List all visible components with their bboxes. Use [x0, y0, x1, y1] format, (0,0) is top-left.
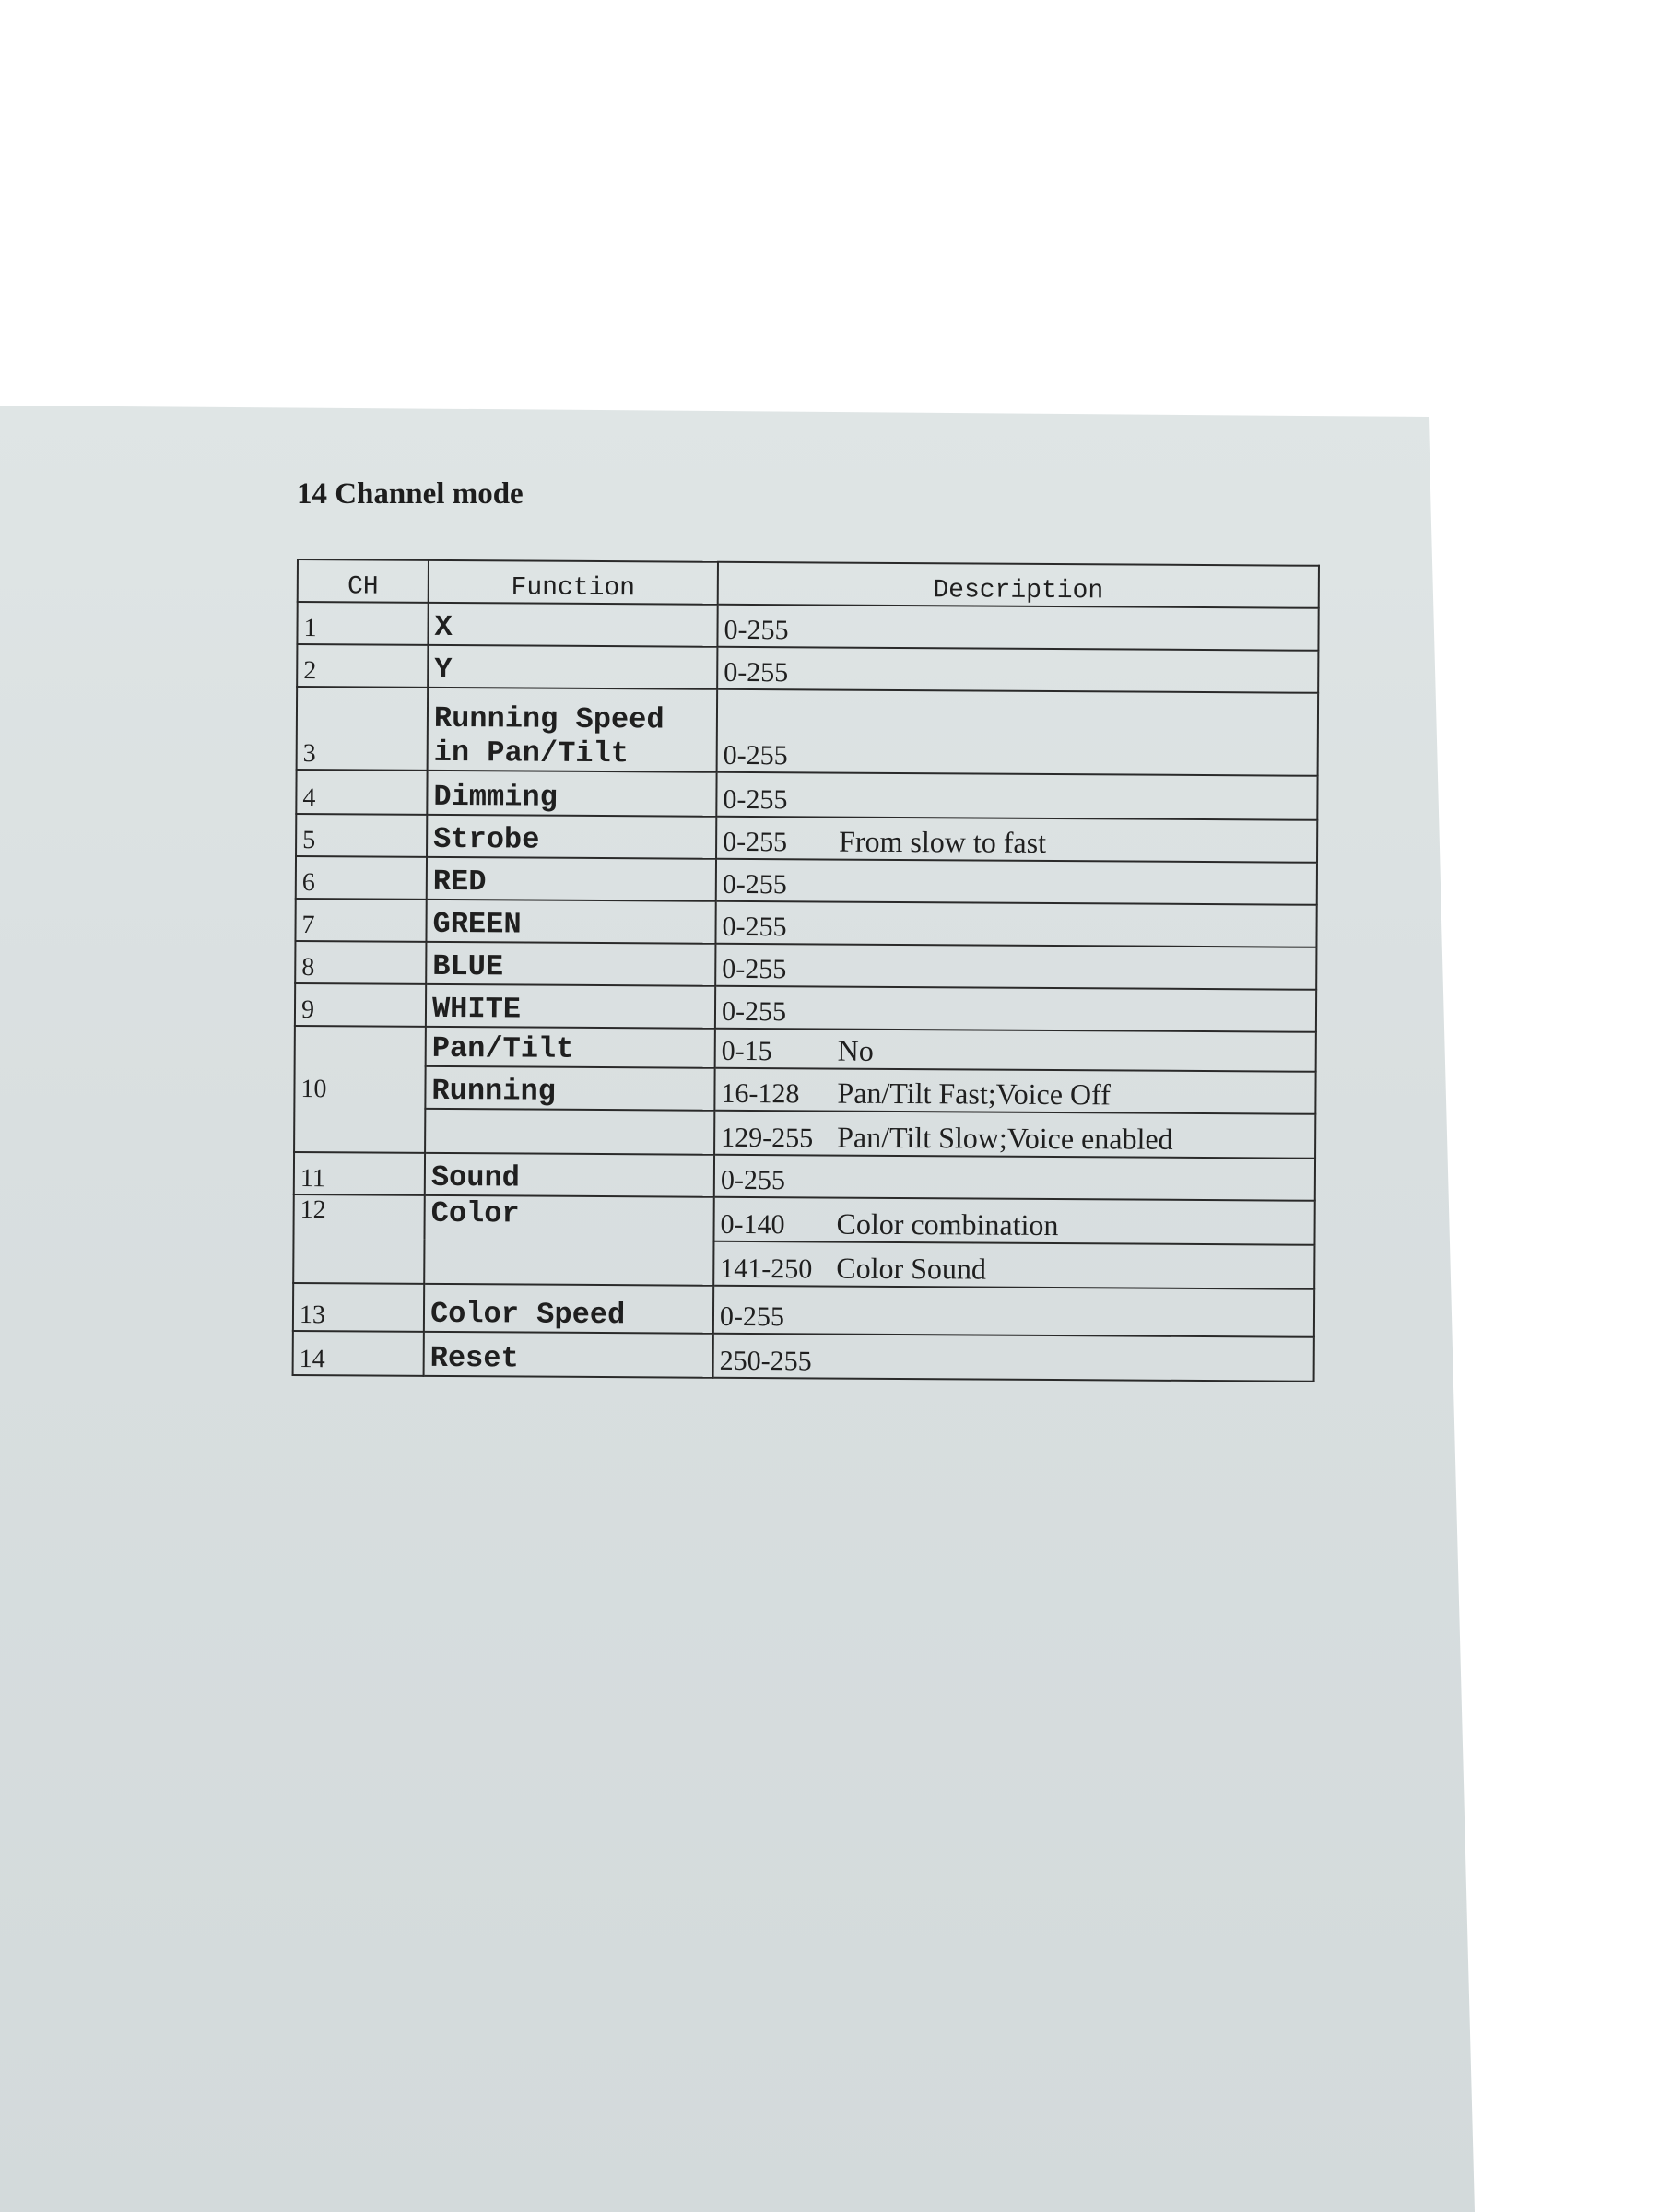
row-ch: 7 [295, 899, 426, 942]
row-range: 0-140 [720, 1208, 785, 1241]
table-header-row [298, 559, 1319, 608]
row-range: 0-255 [723, 739, 788, 771]
row-function: Sound [425, 1153, 714, 1197]
table-row [297, 602, 1318, 651]
table-row [295, 1026, 1316, 1072]
row-description [717, 689, 1319, 776]
row-description [714, 1155, 1315, 1201]
row-function-empty [425, 1109, 714, 1155]
row-ch: 8 [295, 941, 426, 984]
table-row [297, 687, 1319, 776]
row-range: 0-255 [723, 783, 788, 816]
row-description [713, 1241, 1314, 1289]
row-function: Dimming [427, 771, 716, 817]
row-description [715, 1029, 1316, 1072]
row-note: Pan/Tilt Slow;Voice enabled [837, 1120, 1173, 1156]
row-description [717, 647, 1318, 693]
row-function: WHITE [426, 984, 715, 1029]
table-row [295, 899, 1316, 947]
table-row [293, 1283, 1314, 1337]
row-function: Reset [424, 1332, 713, 1378]
table-row [294, 1108, 1315, 1159]
row-ch: 1 [297, 602, 428, 645]
row-description [716, 772, 1317, 820]
row-ch: 12 [293, 1194, 425, 1284]
row-description [717, 605, 1318, 651]
table-row [296, 856, 1317, 905]
row-range: 0-255 [724, 656, 789, 688]
row-description [715, 944, 1316, 990]
row-note: Color combination [836, 1206, 1059, 1242]
table-row [294, 1152, 1315, 1201]
row-range: 0-255 [719, 1300, 785, 1333]
row-ch: 4 [296, 770, 427, 815]
row-function: Running Speed in Pan/Tilt [428, 688, 718, 772]
row-description [713, 1334, 1314, 1382]
header-ch: CH [298, 559, 429, 603]
row-ch: 14 [293, 1331, 424, 1376]
row-description [713, 1286, 1314, 1337]
row-ch: 3 [297, 687, 429, 771]
header-description: Description [718, 562, 1319, 608]
row-note: From slow to fast [839, 824, 1047, 859]
row-range: 250-255 [719, 1345, 812, 1377]
table-row [297, 644, 1318, 693]
table-row [294, 1065, 1315, 1114]
row-note: Pan/Tilt Fast;Voice Off [837, 1076, 1111, 1112]
header-function: Function [429, 560, 718, 605]
table-row [293, 1331, 1314, 1382]
row-function: Color [424, 1195, 714, 1286]
row-range: 141-250 [720, 1253, 813, 1285]
row-ch: 6 [296, 856, 427, 900]
row-function: Pan/Tilt [426, 1027, 715, 1068]
row-ch: 11 [294, 1152, 425, 1195]
row-range: 0-255 [721, 995, 787, 1028]
row-ch: 13 [293, 1283, 424, 1332]
row-function: X [428, 603, 717, 647]
row-range: 0-15 [721, 1035, 772, 1067]
row-function: Y [428, 645, 717, 689]
row-function: GREEN [426, 900, 715, 944]
page-title: 14 Channel mode [297, 477, 524, 511]
row-function: Strobe [427, 815, 716, 859]
row-ch: 9 [295, 983, 426, 1027]
row-range: 0-255 [722, 911, 787, 943]
row-description [715, 986, 1316, 1032]
table-row [296, 770, 1317, 820]
row-range: 16-128 [721, 1077, 800, 1110]
table-row [293, 1194, 1314, 1245]
row-ch: 5 [296, 814, 427, 857]
row-range: 129-255 [721, 1122, 814, 1154]
row-function: RED [427, 857, 716, 901]
row-description [716, 859, 1317, 905]
row-description [715, 901, 1316, 947]
channel-table [292, 559, 1320, 1382]
row-range: 0-255 [722, 868, 787, 900]
row-ch: 10 [294, 1026, 426, 1153]
row-function: Color Speed [424, 1284, 713, 1334]
row-range: 0-255 [722, 953, 787, 985]
row-description [713, 1197, 1314, 1245]
row-range: 0-255 [720, 1164, 785, 1196]
row-range: 0-255 [724, 614, 789, 646]
row-note: Color Sound [836, 1251, 987, 1286]
table-row [295, 983, 1316, 1032]
table-row [296, 814, 1317, 863]
row-description [716, 817, 1317, 863]
row-ch: 2 [297, 644, 428, 688]
row-description [714, 1111, 1315, 1159]
row-function: BLUE [426, 942, 715, 986]
row-description [714, 1068, 1315, 1114]
row-note: No [837, 1033, 874, 1067]
table-row [295, 941, 1316, 990]
table-body [295, 602, 1319, 1032]
row-range: 0-255 [723, 826, 788, 858]
row-function: Running [425, 1066, 714, 1111]
